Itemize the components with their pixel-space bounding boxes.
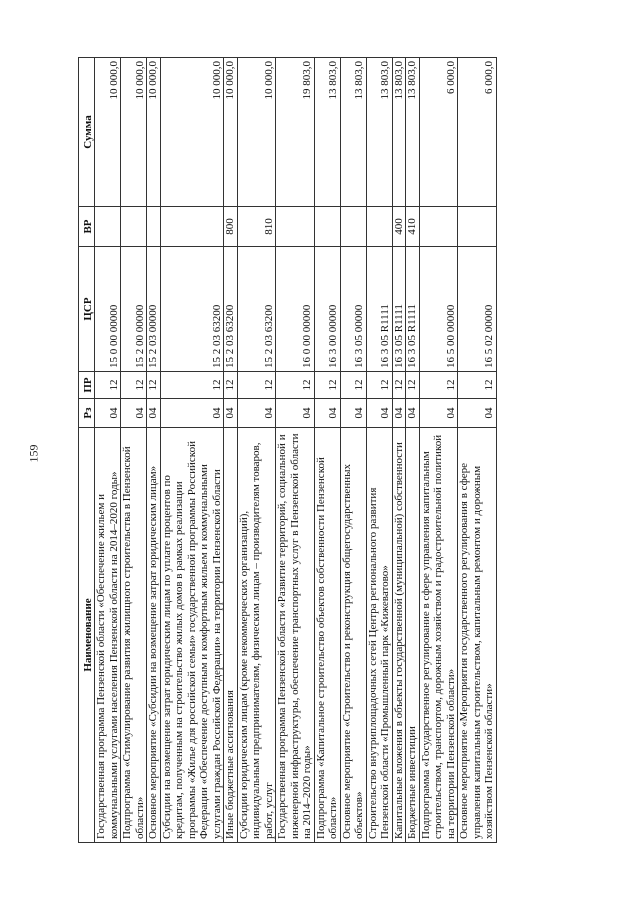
- cell-csr: 16 5 02 00000: [458, 247, 497, 372]
- table-row: [121, 58, 147, 843]
- cell-pr: 12: [95, 372, 121, 399]
- cell-rz: 04: [366, 399, 392, 428]
- cell-sum: 13 803,0: [406, 58, 420, 207]
- cell-rz: 04: [458, 399, 497, 428]
- cell-csr: 16 3 05 00000: [340, 247, 366, 372]
- header-sum: Сумма: [79, 58, 95, 207]
- header-vr: ВР: [79, 207, 95, 247]
- table-row: [314, 58, 340, 843]
- cell-rz: 04: [340, 399, 366, 428]
- cell-sum: 10 000,0: [121, 58, 147, 207]
- cell-sum: 19 803,0: [276, 58, 315, 207]
- cell-csr: 16 3 05 R1111: [406, 247, 420, 372]
- cell-csr: 16 3 05 R1111: [392, 247, 406, 372]
- cell-pr: 12: [147, 372, 161, 399]
- cell-vr: [366, 207, 392, 247]
- cell-sum: 13 803,0: [340, 58, 366, 207]
- cell-csr: 16 3 00 00000: [314, 247, 340, 372]
- table-header-row: [79, 58, 95, 843]
- cell-sum: 10 000,0: [147, 58, 161, 207]
- cell-pr: 12: [392, 372, 406, 399]
- cell-name: Бюджетные инвестиции: [406, 428, 420, 843]
- cell-sum: 10 000,0: [237, 58, 276, 207]
- cell-vr: 800: [224, 207, 238, 247]
- cell-name: Субсидии юридическим лицам (кроме некоммерческих организаций), индивидуальным предпринимателям, физическим лицам – производителям товаров, работ, услуг: [237, 428, 276, 843]
- cell-vr: [160, 207, 224, 247]
- table-row: [340, 58, 366, 843]
- cell-rz: 04: [160, 399, 224, 428]
- cell-pr: 12: [276, 372, 315, 399]
- cell-csr: 15 0 00 00000: [95, 247, 121, 372]
- cell-csr: 16 3 05 R1111: [366, 247, 392, 372]
- cell-name: Государственная программа Пензенской области «Обеспечение жильем и коммунальными услугами населения Пензенской области на 2014–2020 годы»: [95, 428, 121, 843]
- cell-sum: 10 000,0: [160, 58, 224, 207]
- table-row: [224, 58, 238, 843]
- cell-rz: 04: [121, 399, 147, 428]
- cell-pr: 12: [224, 372, 238, 399]
- header-csr: ЦСР: [79, 247, 95, 372]
- cell-pr: 12: [121, 372, 147, 399]
- cell-rz: 04: [406, 399, 420, 428]
- cell-sum: 10 000,0: [95, 58, 121, 207]
- cell-vr: 810: [237, 207, 276, 247]
- cell-csr: 16 5 00 00000: [419, 247, 458, 372]
- cell-rz: 04: [237, 399, 276, 428]
- cell-vr: 410: [406, 207, 420, 247]
- page-number: 159: [26, 444, 41, 463]
- cell-rz: 04: [314, 399, 340, 428]
- table-row: [419, 58, 458, 843]
- cell-vr: [276, 207, 315, 247]
- cell-rz: 04: [276, 399, 315, 428]
- cell-name: Основное мероприятие «Субсидии на возмещение затрат юридическим лицам»: [147, 428, 161, 843]
- table-row: [276, 58, 315, 843]
- cell-name: Подпрограмма «Государственное регулирование в сфере управления капитальным строительством, транспортом, дорожным хозяйством и градостроительной политикой на территории Пензенской области»: [419, 428, 458, 843]
- cell-csr: 15 2 03 63200: [224, 247, 238, 372]
- cell-pr: 12: [366, 372, 392, 399]
- table-row: [406, 58, 420, 843]
- cell-csr: 15 2 03 63200: [237, 247, 276, 372]
- table-row: [458, 58, 497, 843]
- table-row: [147, 58, 161, 843]
- cell-name: Подпрограмма «Капитальное строительство объектов собственности Пензенской области»: [314, 428, 340, 843]
- table-row: [237, 58, 276, 843]
- cell-sum: 6 000,0: [458, 58, 497, 207]
- header-name: Наименование: [79, 428, 95, 843]
- cell-pr: 12: [458, 372, 497, 399]
- budget-table-container: [78, 61, 556, 843]
- header-rz: Рз: [79, 399, 95, 428]
- cell-csr: 15 2 00 00000: [121, 247, 147, 372]
- cell-name: Основное мероприятие «Мероприятия государственного регулирования в сфере управления капитальным строительством, капитальным ремонтом и дорожным хозяйством Пензенской области»: [458, 428, 497, 843]
- cell-rz: 04: [224, 399, 238, 428]
- cell-sum: 13 803,0: [392, 58, 406, 207]
- cell-sum: 6 000,0: [419, 58, 458, 207]
- cell-name: Иные бюджетные ассигнования: [224, 428, 238, 843]
- cell-name: Строительство внутриплощадочных сетей Центра регионального развития Пензенской области «Промышленный парк «Кижеватово»: [366, 428, 392, 843]
- table-row: [392, 58, 406, 843]
- header-pr: ПР: [79, 372, 95, 399]
- cell-vr: [340, 207, 366, 247]
- cell-vr: 400: [392, 207, 406, 247]
- cell-csr: 16 0 00 00000: [276, 247, 315, 372]
- cell-pr: 12: [340, 372, 366, 399]
- cell-rz: 04: [392, 399, 406, 428]
- cell-rz: 04: [147, 399, 161, 428]
- cell-rz: 04: [95, 399, 121, 428]
- cell-pr: 12: [314, 372, 340, 399]
- cell-vr: [121, 207, 147, 247]
- cell-pr: 12: [419, 372, 458, 399]
- cell-pr: 12: [237, 372, 276, 399]
- cell-vr: [458, 207, 497, 247]
- cell-sum: 13 803,0: [314, 58, 340, 207]
- cell-name: Субсидии на возмещение затрат юридическим лицам по уплате процентов по кредитам, полученным на строительство жилых домов в рамках реализации программы «Жилье для российской семьи» государственной программы Российской Федерации «Обеспечение доступным и комфортным жильем и коммунальными услугами граждан Российской Федерации» на территории Пензенской области: [160, 428, 224, 843]
- cell-name: Подпрограмма «Стимулирование развития жилищного строительства в Пензенской области»: [121, 428, 147, 843]
- budget-table: [78, 57, 497, 843]
- cell-name: Основное мероприятие «Строительство и реконструкция общегосударственных объектов»: [340, 428, 366, 843]
- cell-rz: 04: [419, 399, 458, 428]
- cell-csr: 15 2 03 00000: [147, 247, 161, 372]
- cell-name: Государственная программа Пензенской области «Развитие территорий, социальной и инженерной инфраструктуры, обеспечение транспортных услуг в Пензенской области на 2014–2020 годы»: [276, 428, 315, 843]
- cell-csr: 15 2 03 63200: [160, 247, 224, 372]
- cell-vr: [314, 207, 340, 247]
- table-row: [95, 58, 121, 843]
- cell-vr: [419, 207, 458, 247]
- cell-sum: 10 000,0: [224, 58, 238, 207]
- cell-vr: [95, 207, 121, 247]
- cell-pr: 12: [406, 372, 420, 399]
- cell-sum: 13 803,0: [366, 58, 392, 207]
- cell-vr: [147, 207, 161, 247]
- table-row: [160, 58, 224, 843]
- table-row: [366, 58, 392, 843]
- cell-pr: 12: [160, 372, 224, 399]
- cell-name: Капитальные вложения в объекты государственной (муниципальной) собственности: [392, 428, 406, 843]
